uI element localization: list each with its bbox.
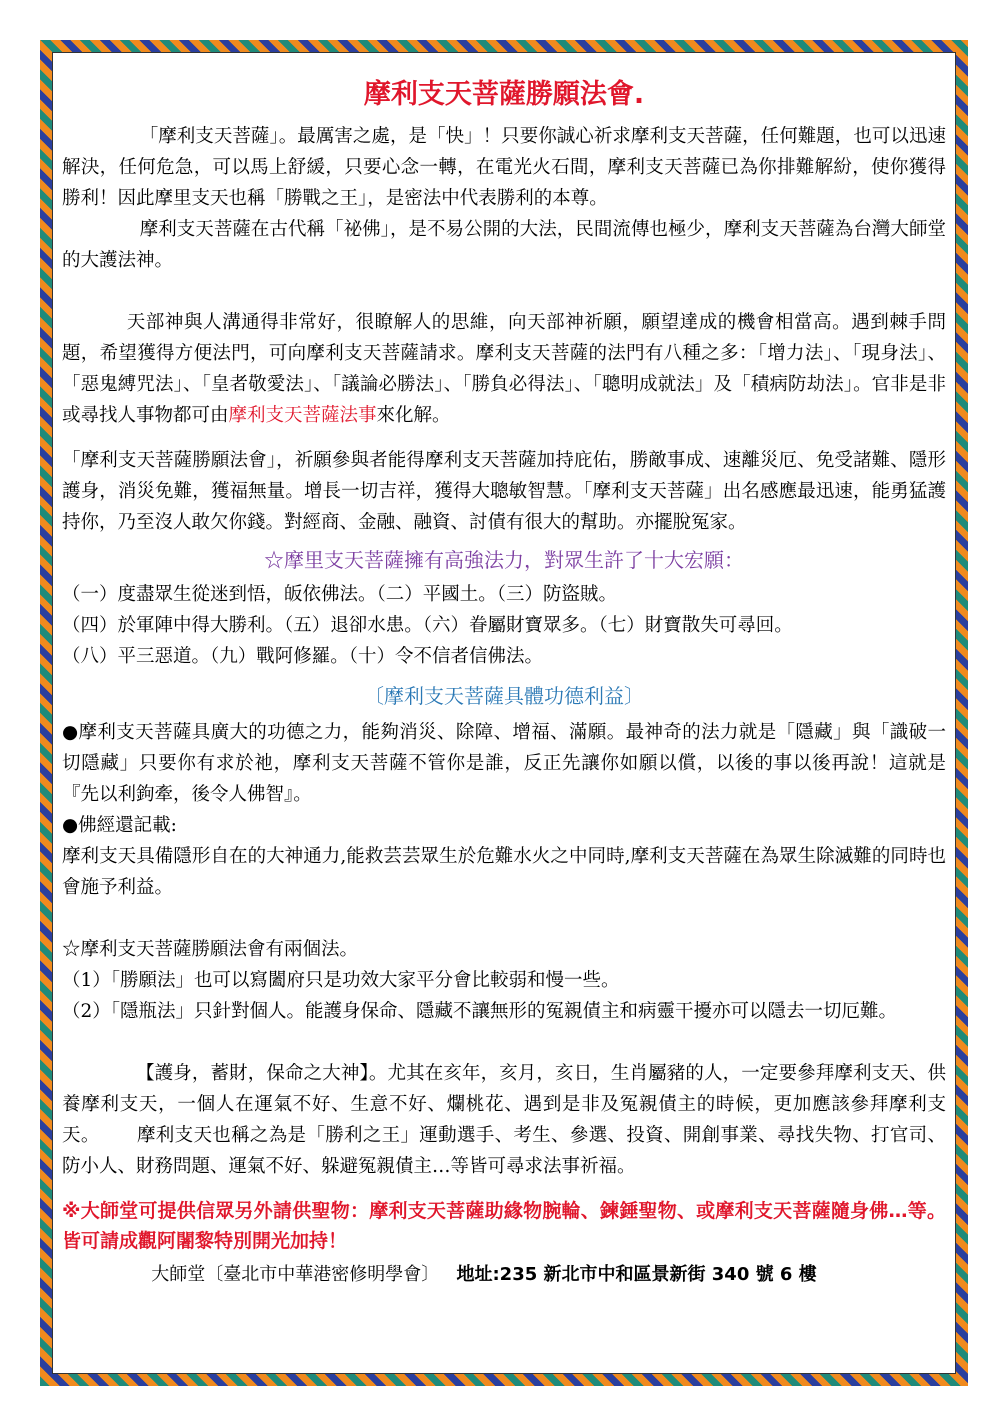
guardian-paragraph	[62, 1058, 946, 1182]
methods-paragraph	[62, 307, 946, 431]
footer-organization: 大師堂〔臺北市中華港密修明學會〕	[151, 1264, 440, 1285]
method-item: （1）「勝願法」也可以寫闔府只是功效大家平分會比較弱和慢一些。	[62, 970, 620, 991]
page-title: 摩利支天菩薩勝願法會.	[363, 79, 645, 110]
footer-address-label: 地址:	[456, 1264, 500, 1285]
guardian-text-1: 【護身，蓄財，保命之大神】。尤其在亥年，亥月，亥日，生肖屬豬的人，一定要參拜摩利支天、供養摩利支天，一個人在運氣不好、生意不好、爛桃花、遇到是非及冤親債主的時候，更加應該參拜摩利支天。	[62, 1063, 946, 1146]
document-body	[62, 64, 946, 1364]
intro-paragraph-2: 摩利支天菩薩在古代稱「祕佛」，是不易公開的大法，民間流傳也極少，摩利支天菩薩為台灣大師堂的大護法神。	[62, 219, 946, 271]
ritual-link-text: 摩利支天菩薩法事	[228, 405, 377, 426]
methods-text: 天部神與人溝通得非常好，很瞭解人的思維，向天部神祈願，願望達成的機會相當高。遇到棘手問題，希望獲得方便法門，可向摩利支天菩薩請求。摩利支天菩薩的法門有八種之多：「增力法」、「現身法」、「惡鬼縛咒法」、「皇者敬愛法」、「議論必勝法」、「勝負必得法」、「聰明成就法」及「積病防劫法」。官非是非或尋找人事物都可由	[62, 312, 946, 426]
merit-paragraph-1: ●摩利支天菩薩具廣大的功德之力，能夠消災、除障、增福、滿願。最神奇的法力就是「隱藏」與「識破一切隱藏」只要你有求於祂，摩利支天菩薩不管你是誰，反正先讓你如願以償，以後的事以後再說！這就是『先以利鉤牽，後令人佛智』。	[62, 722, 946, 805]
holy-items-notice: ※大師堂可提供信眾另外請供聖物：摩利支天菩薩助緣物腕輪、鍊錘聖物、或摩利支天菩薩隨身佛…等。皆可請成觀阿闍黎特別開光加持！	[62, 1200, 946, 1252]
vow-line: （四）於軍陣中得大勝利。（五）退卻水患。（六）眷屬財寶眾多。（七）財寶散失可尋回。	[62, 615, 793, 636]
vows-heading: ☆摩里支天菩薩擁有高強法力，對眾生許了十大宏願：	[264, 548, 744, 572]
two-methods-heading: ☆摩利支天菩薩勝願法會有兩個法。	[62, 939, 359, 960]
method-item: （2）「隱瓶法」只針對個人。能護身保命、隱藏不讓無形的冤親債主和病靈干擾亦可以隱去一切厄難。	[62, 1001, 898, 1022]
methods-text-end: 來化解。	[376, 405, 451, 426]
vows-list	[62, 579, 946, 672]
merit-paragraph-2: 摩利支天具備隱形自在的大神通力,能救芸芸眾生於危難水火之中同時,摩利支天菩薩在為眾生除滅難的同時也會施予利益。	[62, 846, 946, 898]
intro-paragraph-1: 「摩利支天菩薩」。最厲害之處，是「快」！只要你誠心祈求摩利支天菩薩，任何難題，也可以迅速解決，任何危急，可以馬上舒緩，只要心念一轉，在電光火石間，摩利支天菩薩已為你排難解紛，使你獲得勝利！因此摩里支天也稱「勝戰之王」，是密法中代表勝利的本尊。	[62, 126, 946, 209]
vow-line: （八）平三惡道。（九）戰阿修羅。（十）令不信者信佛法。	[62, 646, 544, 667]
footer-address-text: 235 新北市中和區景新街 340 號 6 樓	[499, 1264, 817, 1285]
guardian-text-2: 摩利支天也稱之為是「勝利之王」運動選手、考生、參選、投資、開創事業、尋找失物、打官司、防小人、財務問題、運氣不好、躲避冤親債主…等皆可尋求法事祈福。	[62, 1125, 946, 1177]
merit-heading: 〔摩利支天菩薩具體功德利益〕	[364, 684, 644, 708]
ceremony-paragraph: 「摩利支天菩薩勝願法會」，祈願參與者能得摩利支天菩薩加持庇佑，勝敵事成、速離災厄、免受諸難、隱形護身，消災免難，獲福無量。增長一切吉祥，獲得大聰敏智慧。「摩利支天菩薩」出名感應最迅速，能勇猛護持你，乃至沒人敢欠你錢。對經商、金融、融資、討債有很大的幫助。亦擺脫冤家。	[62, 450, 946, 533]
footer-address	[62, 1260, 946, 1286]
merit-label-sutra: ●佛經還記載:	[62, 815, 177, 836]
vow-line: （一）度盡眾生從迷到悟，皈依佛法。（二）平國土。（三）防盜賊。	[62, 584, 618, 605]
